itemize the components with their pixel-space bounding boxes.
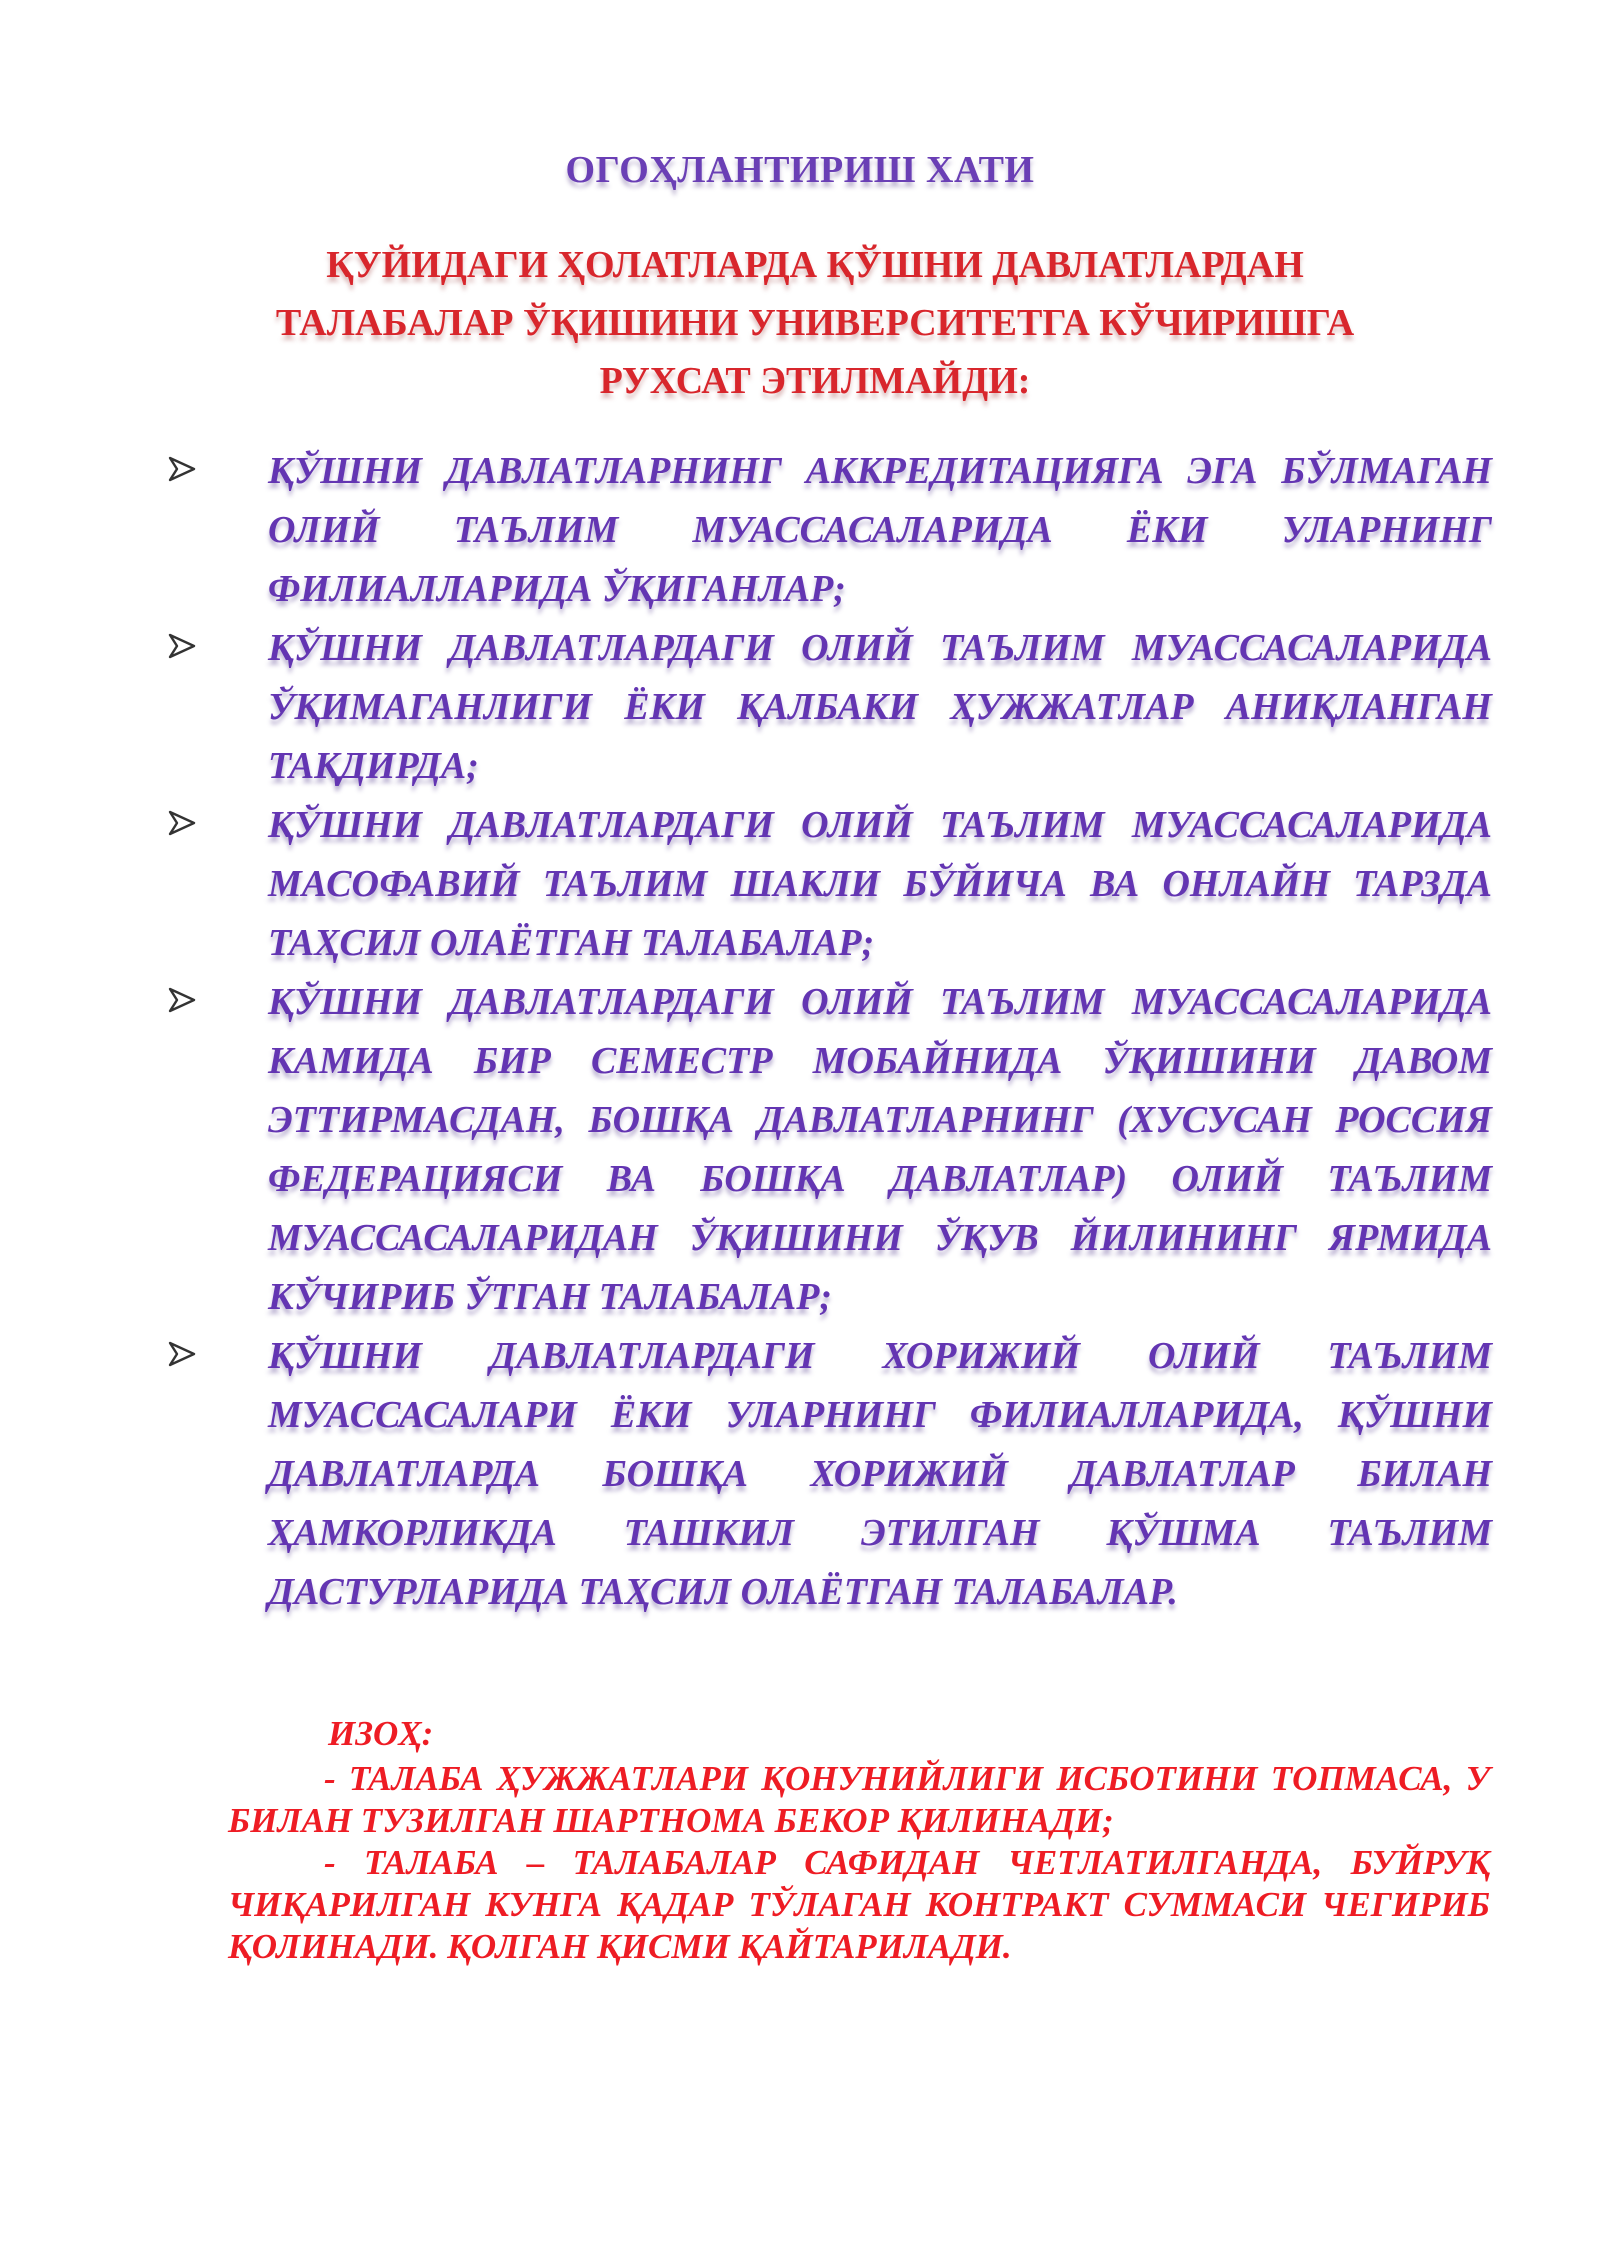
list-item (168, 442, 1492, 619)
list-item (168, 619, 1492, 796)
list-item-text: ҚЎШНИ ДАВЛАТЛАРНИНГ АККРЕДИТАЦИЯГА ЭГА БЎЛМАГАН ОЛИЙ ТАЪЛИМ МУАССАСАЛАРИДА ЁКИ УЛАРНИНГ ФИЛИАЛЛАРИДА ЎҚИГАНЛАР; (268, 450, 1492, 610)
arrowhead-bullet-icon (168, 456, 196, 482)
list-item (168, 1327, 1492, 1622)
arrowhead-bullet-icon (168, 987, 196, 1013)
list-item (168, 973, 1492, 1327)
list-item-text: ҚЎШНИ ДАВЛАТЛАРДАГИ ОЛИЙ ТАЪЛИМ МУАССАСАЛАРИДА ЎҚИМАГАНЛИГИ ЁКИ ҚАЛБАКИ ҲУЖЖАТЛАР АНИҚЛАНГАН ТАҚДИРДА; (268, 627, 1492, 787)
note-item: - ТАЛАБА ҲУЖЖАТЛАРИ ҚОНУНИЙЛИГИ ИСБОТИНИ ТОПМАСА, У БИЛАН ТУЗИЛГАН ШАРТНОМА БЕКОР ҚИЛИНАДИ; (228, 1759, 1490, 1840)
list-item-text: ҚЎШНИ ДАВЛАТЛАРДАГИ ХОРИЖИЙ ОЛИЙ ТАЪЛИМ МУАССАСАЛАРИ ЁКИ УЛАРНИНГ ФИЛИАЛЛАРИДА, ҚЎШНИ ДАВЛАТЛАРДА БОШҚА ХОРИЖИЙ ДАВЛАТЛАР БИЛАН ҲАМКОРЛИКДА ТАШКИЛ ЭТИЛГАН ҚЎШМА ТАЪЛИМ ДАСТУРЛАРИДА ТАҲСИЛ ОЛАЁТГАН ТАЛАБАЛАР. (268, 1335, 1492, 1613)
list-item-text: ҚЎШНИ ДАВЛАТЛАРДАГИ ОЛИЙ ТАЪЛИМ МУАССАСАЛАРИДА КАМИДА БИР СЕМЕСТР МОБАЙНИДА ЎҚИШИНИ ДАВОМ ЭТТИРМАСДАН, БОШҚА ДАВЛАТЛАРНИНГ (ХУСУСАН РОССИЯ ФЕДЕРАЦИЯСИ ВА БОШҚА ДАВЛАТЛАР) ОЛИЙ ТАЪЛИМ МУАССАСАЛАРИДАН ЎҚИШИНИ ЎҚУВ ЙИЛИНИНГ ЯРМИДА КЎЧИРИБ ЎТГАН ТАЛАБАЛАР; (268, 981, 1492, 1318)
restriction-list (168, 442, 1492, 1622)
document-title: ОГОҲЛАНТИРИШ ХАТИ (565, 149, 1035, 191)
list-item (168, 796, 1492, 973)
arrowhead-bullet-icon (168, 810, 196, 836)
list-item-text: ҚЎШНИ ДАВЛАТЛАРДАГИ ОЛИЙ ТАЪЛИМ МУАССАСАЛАРИДА МАСОФАВИЙ ТАЪЛИМ ШАКЛИ БЎЙИЧА ВА ОНЛАЙН ТАРЗДА ТАҲСИЛ ОЛАЁТГАН ТАЛАБАЛАР; (268, 804, 1492, 964)
note-label: ИЗОҲ: (328, 1714, 434, 1753)
note-section (228, 1710, 1490, 1968)
arrowhead-bullet-icon (168, 633, 196, 659)
document-headline: ҚУЙИДАГИ ҲОЛАТЛАРДА ҚЎШНИ ДАВЛАТЛАРДАН ТАЛАБАЛАР ЎҚИШИНИ УНИВЕРСИТЕТГА КЎЧИРИШГА РУХСАТ ЭТИЛМАЙДИ: (275, 244, 1355, 402)
note-item: - ТАЛАБА – ТАЛАБАЛАР САФИДАН ЧЕТЛАТИЛГАНДА, БУЙРУҚ ЧИҚАРИЛГАН КУНГА ҚАДАР ТЎЛАГАН КОНТРАКТ СУММАСИ ЧЕГИРИБ ҚОЛИНАДИ. ҚОЛГАН ҚИСМИ ҚАЙТАРИЛАДИ. (228, 1843, 1490, 1966)
arrowhead-bullet-icon (168, 1341, 196, 1367)
